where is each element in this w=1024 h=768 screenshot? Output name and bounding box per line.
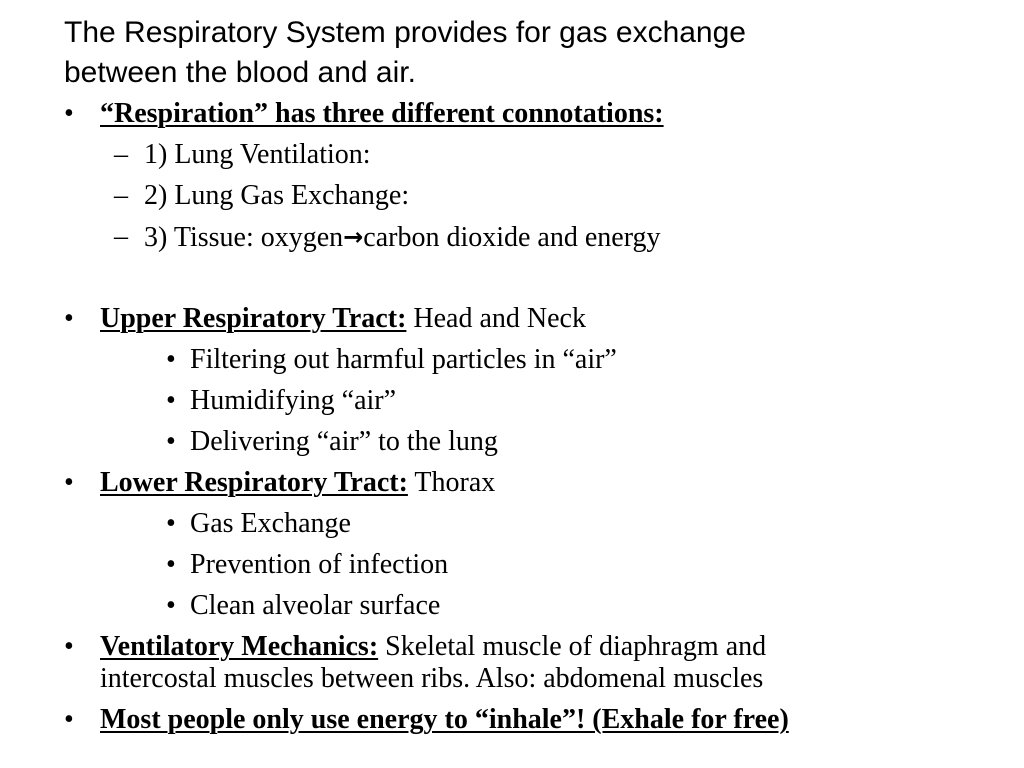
dash-marker: – bbox=[114, 221, 128, 252]
bullet-marker: • bbox=[64, 98, 74, 129]
bullet-marker: • bbox=[64, 704, 74, 735]
dash-marker: – bbox=[114, 139, 128, 170]
lower-tract-item-3: Clean alveolar surface bbox=[190, 590, 441, 621]
ventilatory-text-1: Skeletal muscle of diaphragm and bbox=[378, 631, 767, 662]
bullet-marker: • bbox=[166, 426, 176, 457]
lower-tract-text: Thorax bbox=[407, 467, 496, 498]
arrow-right-icon: → bbox=[343, 223, 364, 251]
respiration-item-3-result: carbon dioxide and energy bbox=[363, 222, 661, 253]
upper-tract-item-2: Humidifying “air” bbox=[190, 385, 397, 416]
bullet-marker: • bbox=[64, 631, 74, 662]
ventilatory-line-1 bbox=[100, 630, 766, 664]
ventilatory-line-2: intercostal muscles between ribs. Also: abdomenal muscles bbox=[100, 663, 764, 694]
bullet-marker: • bbox=[166, 344, 176, 375]
respiration-item-1: 1) Lung Ventilation: bbox=[144, 139, 371, 170]
bullet-marker: • bbox=[64, 467, 74, 498]
title-line-2: between the blood and air. bbox=[64, 56, 416, 89]
final-line bbox=[100, 703, 789, 737]
dash-marker: – bbox=[114, 180, 128, 211]
upper-tract-text: Head and Neck bbox=[406, 303, 586, 334]
bullet-marker: • bbox=[64, 303, 74, 334]
upper-tract-item-1: Filtering out harmful particles in “air” bbox=[190, 344, 617, 375]
respiration-item-3 bbox=[144, 220, 661, 255]
lower-tract-line bbox=[100, 466, 495, 500]
bullet-marker: • bbox=[166, 508, 176, 539]
lower-tract-item-2: Prevention of infection bbox=[190, 549, 449, 580]
title-line-1: The Respiratory System provides for gas exchange bbox=[64, 16, 746, 49]
upper-tract-line bbox=[100, 302, 586, 336]
respiration-heading bbox=[100, 97, 664, 131]
respiration-heading-text: “Respiration” has three different connotations: bbox=[100, 98, 664, 129]
bullet-marker: • bbox=[166, 549, 176, 580]
respiration-item-2: 2) Lung Gas Exchange: bbox=[144, 180, 410, 211]
lower-tract-heading: Lower Respiratory Tract: bbox=[100, 467, 408, 498]
bullet-marker: • bbox=[166, 385, 176, 416]
upper-tract-item-3: Delivering “air” to the lung bbox=[190, 426, 498, 457]
lower-tract-item-1: Gas Exchange bbox=[190, 508, 351, 539]
ventilatory-heading: Ventilatory Mechanics: bbox=[100, 631, 379, 662]
respiration-item-3-text: 3) Tissue: oxygen bbox=[144, 222, 344, 253]
final-text: Most people only use energy to “inhale”! (Exhale for free) bbox=[100, 704, 789, 735]
bullet-marker: • bbox=[166, 590, 176, 621]
upper-tract-heading: Upper Respiratory Tract: bbox=[100, 303, 407, 334]
